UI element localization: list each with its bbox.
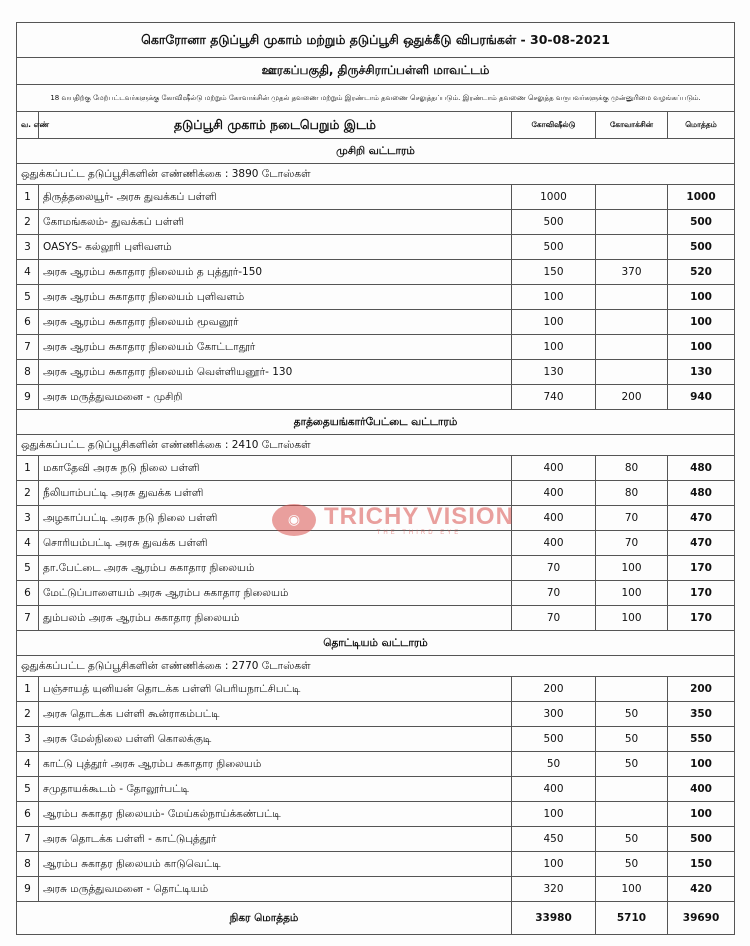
covishield-cell: 500 — [512, 210, 596, 235]
serial-number-cell: 4 — [17, 752, 39, 777]
serial-number-cell: 5 — [17, 285, 39, 310]
serial-number-cell: 5 — [17, 777, 39, 802]
covaxin-cell — [596, 235, 668, 260]
header-covaxin: கோவாக்சின் — [596, 112, 668, 139]
covishield-cell: 300 — [512, 702, 596, 727]
covishield-cell: 100 — [512, 802, 596, 827]
covaxin-cell — [596, 210, 668, 235]
camp-location-cell: அரசு ஆரம்ப சுகாதார நிலையம் த புத்தூர்-150 — [39, 260, 512, 285]
camp-location-cell: அரசு மருத்துவமனை - முசிறி — [39, 385, 512, 410]
covishield-cell: 400 — [512, 777, 596, 802]
total-cell: 100 — [668, 335, 735, 360]
covaxin-cell: 100 — [596, 606, 668, 631]
covishield-cell: 450 — [512, 827, 596, 852]
total-cell: 470 — [668, 531, 735, 556]
zone-heading-row — [17, 410, 735, 435]
camp-location-cell: அரசு தொடக்க பள்ளி - காட்டுபுத்தூர் — [39, 827, 512, 852]
covaxin-cell: 50 — [596, 827, 668, 852]
camp-location-cell: ஆரம்ப சுகாதர நிலையம் காடுவெட்டி — [39, 852, 512, 877]
covaxin-cell — [596, 677, 668, 702]
serial-number-cell: 5 — [17, 556, 39, 581]
serial-number-cell: 3 — [17, 235, 39, 260]
serial-number-cell: 2 — [17, 481, 39, 506]
serial-number-cell: 2 — [17, 702, 39, 727]
serial-number-cell: 3 — [17, 727, 39, 752]
table-row — [17, 727, 735, 752]
dose-allocation-text: ஒதுக்கப்பட்ட தடுப்பூசிகளின் எண்ணிக்கை : 2770 டோஸ்கள் — [17, 656, 735, 677]
serial-number-cell: 1 — [17, 456, 39, 481]
covaxin-cell: 200 — [596, 385, 668, 410]
serial-number-cell: 4 — [17, 260, 39, 285]
total-cell: 100 — [668, 310, 735, 335]
dose-allocation-text: ஒதுக்கப்பட்ட தடுப்பூசிகளின் எண்ணிக்கை : 3890 டோஸ்கள் — [17, 164, 735, 185]
total-cell: 480 — [668, 456, 735, 481]
covishield-cell: 130 — [512, 360, 596, 385]
covaxin-cell — [596, 802, 668, 827]
covaxin-cell: 80 — [596, 481, 668, 506]
watermark-text — [324, 504, 514, 536]
camp-location-cell: மகாதேவி அரசு நடு நிலை பள்ளி — [39, 456, 512, 481]
covaxin-cell: 70 — [596, 506, 668, 531]
covishield-cell: 320 — [512, 877, 596, 902]
covaxin-cell: 100 — [596, 581, 668, 606]
camp-location-cell: அரசு தொடக்க பள்ளி கூன்ராகம்பட்டி — [39, 702, 512, 727]
total-cell: 170 — [668, 606, 735, 631]
covishield-cell: 100 — [512, 852, 596, 877]
serial-number-cell: 8 — [17, 852, 39, 877]
covaxin-cell: 50 — [596, 752, 668, 777]
dose-allocation-row — [17, 656, 735, 677]
document-title: கொரோனா தடுப்பூசி முகாம் மற்றும் தடுப்பூசி ஒதுக்கீடு விபரங்கள் - 30-08-2021 — [17, 23, 735, 58]
total-cell: 100 — [668, 752, 735, 777]
serial-number-cell: 7 — [17, 606, 39, 631]
table-row — [17, 677, 735, 702]
covaxin-cell: 50 — [596, 727, 668, 752]
camp-location-cell: அரசு ஆரம்ப சுகாதார நிலையம் வெள்ளியனூர்- 130 — [39, 360, 512, 385]
covishield-cell: 70 — [512, 581, 596, 606]
covishield-cell: 100 — [512, 285, 596, 310]
serial-number-cell: 1 — [17, 677, 39, 702]
serial-number-cell: 6 — [17, 581, 39, 606]
total-cell: 130 — [668, 360, 735, 385]
total-cell: 420 — [668, 877, 735, 902]
serial-number-cell: 6 — [17, 310, 39, 335]
table-row — [17, 260, 735, 285]
grand-total-covaxin: 5710 — [596, 902, 668, 935]
covishield-cell: 400 — [512, 481, 596, 506]
table-row — [17, 310, 735, 335]
total-cell: 940 — [668, 385, 735, 410]
camp-location-cell: காட்டு புத்தூர் அரசு ஆரம்ப சுகாதார நிலையம் — [39, 752, 512, 777]
covaxin-cell — [596, 777, 668, 802]
table-row — [17, 235, 735, 260]
table-row — [17, 827, 735, 852]
zone-name: முசிறி வட்டாரம் — [17, 139, 735, 164]
header-serial-number: வ. எண் — [17, 112, 39, 139]
total-cell: 100 — [668, 285, 735, 310]
serial-number-cell: 8 — [17, 360, 39, 385]
covishield-cell: 400 — [512, 456, 596, 481]
eye-logo-icon: ◉ — [272, 504, 316, 536]
table-row — [17, 877, 735, 902]
covaxin-cell — [596, 310, 668, 335]
total-cell: 500 — [668, 235, 735, 260]
eligibility-note: 18 வயதிற்கு மேற்பட்டவர்களுக்கு கோவிஷீல்டு மற்றும் கோவாக்சின் முதல் தவணை மற்றும் இரண்டாம் தவணை செலுத்தப்படும். இரண்டாம் தவணை செலுத்த வருபவர்களுக்கு முன்னுரிமை வழங்கப்படும். — [17, 85, 735, 112]
watermark-tagline: THE THIRD EYE — [376, 530, 462, 536]
covaxin-cell — [596, 360, 668, 385]
camp-location-cell: பஞ்சாயத் யுனியன் தொடக்க பள்ளி பெரியநாட்சிபட்டி — [39, 677, 512, 702]
covishield-cell: 70 — [512, 556, 596, 581]
total-cell: 170 — [668, 581, 735, 606]
camp-location-cell: ஆரம்ப சுகாதர நிலையம்- மேய்கல்நாய்க்கண்பட்டி — [39, 802, 512, 827]
zone-heading-row — [17, 139, 735, 164]
vaccination-schedule-table — [16, 22, 735, 935]
camp-location-cell: அழகாப்பட்டி அரசு நடு நிலை பள்ளி — [39, 506, 512, 531]
table-header-row — [17, 112, 735, 139]
camp-location-cell: திருத்தலையூர்- அரசு துவக்கப் பள்ளி — [39, 185, 512, 210]
total-cell: 170 — [668, 556, 735, 581]
table-row — [17, 360, 735, 385]
covaxin-cell: 100 — [596, 877, 668, 902]
district-subtitle: ஊரகப்பகுதி, திருச்சிராப்பள்ளி மாவட்டம் — [17, 58, 735, 85]
covaxin-cell: 50 — [596, 702, 668, 727]
total-cell: 500 — [668, 827, 735, 852]
total-cell: 100 — [668, 802, 735, 827]
total-cell: 200 — [668, 677, 735, 702]
covishield-cell: 100 — [512, 310, 596, 335]
table-body — [17, 23, 735, 935]
covaxin-cell — [596, 335, 668, 360]
covishield-cell: 200 — [512, 677, 596, 702]
table-row — [17, 802, 735, 827]
covishield-cell: 1000 — [512, 185, 596, 210]
zone-heading-row — [17, 631, 735, 656]
header-total: மொத்தம் — [668, 112, 735, 139]
table-row — [17, 777, 735, 802]
covishield-cell: 70 — [512, 606, 596, 631]
table-row — [17, 285, 735, 310]
total-cell: 1000 — [668, 185, 735, 210]
covaxin-cell — [596, 185, 668, 210]
serial-number-cell: 9 — [17, 877, 39, 902]
total-cell: 350 — [668, 702, 735, 727]
total-cell: 500 — [668, 210, 735, 235]
camp-location-cell: சமுதாயக்கூடம் - தோலூர்பட்டி — [39, 777, 512, 802]
covaxin-cell: 80 — [596, 456, 668, 481]
covishield-cell: 500 — [512, 727, 596, 752]
total-cell: 550 — [668, 727, 735, 752]
watermark — [272, 496, 536, 544]
covaxin-cell: 370 — [596, 260, 668, 285]
covishield-cell: 400 — [512, 506, 596, 531]
serial-number-cell: 6 — [17, 802, 39, 827]
covishield-cell: 400 — [512, 531, 596, 556]
grand-total-sum: 39690 — [668, 902, 735, 935]
grand-total-covishield: 33980 — [512, 902, 596, 935]
serial-number-cell: 3 — [17, 506, 39, 531]
camp-location-cell: தும்பலம் அரசு ஆரம்ப சுகாதார நிலையம் — [39, 606, 512, 631]
covishield-cell: 740 — [512, 385, 596, 410]
camp-location-cell: சொரியம்பட்டி அரசு துவக்க பள்ளி — [39, 531, 512, 556]
table-row — [17, 556, 735, 581]
grand-total-row — [17, 902, 735, 935]
table-row — [17, 385, 735, 410]
header-covishield: கோவிஷீல்டு — [512, 112, 596, 139]
table-row — [17, 185, 735, 210]
total-cell: 470 — [668, 506, 735, 531]
grand-total-label: நிகர மொத்தம் — [17, 902, 512, 935]
covaxin-cell: 100 — [596, 556, 668, 581]
table-row — [17, 852, 735, 877]
camp-location-cell: அரசு ஆரம்ப சுகாதார நிலையம் கோட்டாதூர் — [39, 335, 512, 360]
dose-allocation-row — [17, 164, 735, 185]
watermark-name: TRICHY VISION — [324, 503, 514, 530]
table-row — [17, 581, 735, 606]
table-row — [17, 606, 735, 631]
covaxin-cell — [596, 285, 668, 310]
table-row — [17, 210, 735, 235]
dose-allocation-text: ஒதுக்கப்பட்ட தடுப்பூசிகளின் எண்ணிக்கை : 2410 டோஸ்கள் — [17, 435, 735, 456]
zone-name: தாத்தையங்கார்பேட்டை வட்டாரம் — [17, 410, 735, 435]
camp-location-cell: அரசு மருத்துவமனை - தொட்டியம் — [39, 877, 512, 902]
camp-location-cell: மேட்டுப்பாளையம் அரசு ஆரம்ப சுகாதார நிலையம் — [39, 581, 512, 606]
total-cell: 520 — [668, 260, 735, 285]
serial-number-cell: 9 — [17, 385, 39, 410]
total-cell: 150 — [668, 852, 735, 877]
camp-location-cell: அரசு ஆரம்ப சுகாதார நிலையம் மூவனூர் — [39, 310, 512, 335]
camp-location-cell: அரசு ஆரம்ப சுகாதார நிலையம் புளிவளம் — [39, 285, 512, 310]
serial-number-cell: 4 — [17, 531, 39, 556]
total-cell: 400 — [668, 777, 735, 802]
covaxin-cell: 50 — [596, 852, 668, 877]
table-row — [17, 702, 735, 727]
dose-allocation-row — [17, 435, 735, 456]
total-cell: 480 — [668, 481, 735, 506]
table-row — [17, 752, 735, 777]
covishield-cell: 100 — [512, 335, 596, 360]
camp-location-cell: நீலியாம்பட்டி அரசு துவக்க பள்ளி — [39, 481, 512, 506]
serial-number-cell: 7 — [17, 827, 39, 852]
covishield-cell: 500 — [512, 235, 596, 260]
camp-location-cell: தா.பேட்டை அரசு ஆரம்ப சுகாதார நிலையம் — [39, 556, 512, 581]
serial-number-cell: 2 — [17, 210, 39, 235]
camp-location-cell: கோமங்கலம்- துவக்கப் பள்ளி — [39, 210, 512, 235]
table-row — [17, 456, 735, 481]
serial-number-cell: 1 — [17, 185, 39, 210]
covaxin-cell: 70 — [596, 531, 668, 556]
covishield-cell: 50 — [512, 752, 596, 777]
camp-location-cell: OASYS- கல்லூரி புளிவளம் — [39, 235, 512, 260]
header-camp-location: தடுப்பூசி முகாம் நடைபெறும் இடம் — [39, 112, 512, 139]
camp-location-cell: அரசு மேல்நிலை பள்ளி கொலக்குடி — [39, 727, 512, 752]
covishield-cell: 150 — [512, 260, 596, 285]
zone-name: தொட்டியம் வட்டாரம் — [17, 631, 735, 656]
serial-number-cell: 7 — [17, 335, 39, 360]
table-row — [17, 335, 735, 360]
